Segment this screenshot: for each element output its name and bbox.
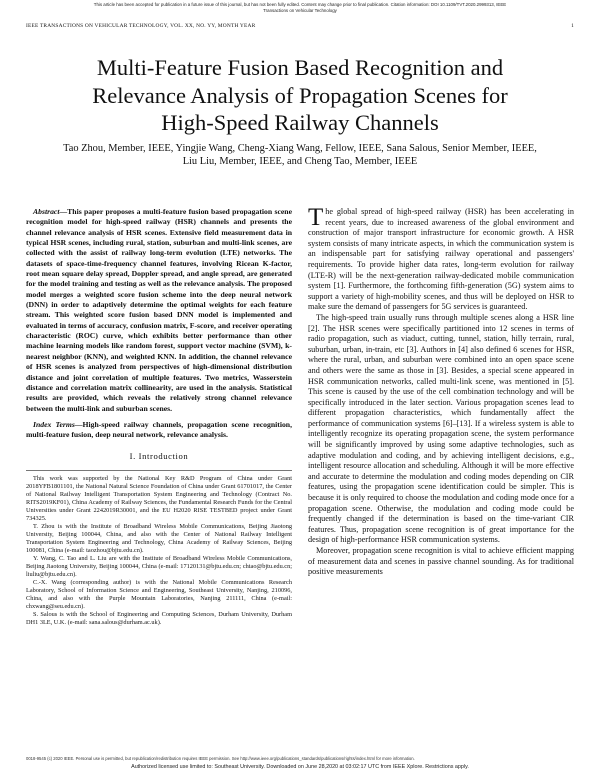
index-terms bbox=[26, 420, 292, 441]
footnote-author-salous: S. Salous is with the School of Engineering and Computing Sciences, Durham University, Durham DH1 3LE, U.K. (e-mail: sana.salous@durham.ac.uk). bbox=[26, 611, 292, 627]
title-line-2: Relevance Analysis of Propagation Scenes for bbox=[92, 82, 508, 108]
footnote-author-cx-wang: C.-X. Wang (corresponding author) is with the National Mobile Communications Research Laboratory, School of Information Science and Engineering, Southeast University, Nanjing, 210096, China, and also with the Purple Mountain Laboratories, Nanjing 211111, China (e-mail: chxwang@seu.edu.cn). bbox=[26, 579, 292, 611]
notice-line-2: Transactions on Vehicular Technology bbox=[263, 8, 337, 13]
intro-paragraph-1-text: he global spread of high-speed railway (HSR) has been accelerating in recent years, due to increased awareness of the global environment and construction of major transport infrastructure for economic growth. A HSR system consists of many intricate aspects, in which the communication system is an indispensable part for satisfying railway operational and passengers' requirements. To provide higher data rates, long-term evolution for railway (LTE-R) will be the next-generation railway-dedicated mobile communication system [1]. Furthermore, the forthcoming fifth-generation (5G) system aims to support a variety of high-mobility scenes, and thus will be deployed on HSR to make sure the demand of passengers for 5G services is guaranteed. bbox=[308, 207, 574, 312]
publication-notice bbox=[0, 2, 600, 14]
intro-paragraph-2: The high-speed train usually runs through multiple scenes along a HSR line [2]. The HSR scenes were specifically partitioned into 12 scenes in terms of radio propagation, such as viaduct, cutting, tunnel, station, hilly terrain, rural, suburban, urban, in-train, etc [3]. Authors in [4] also defined 6 scenes for HSR, where the rural, urban, and suburban were combined into an open space scene and others were the same as those in [3]. Besides, a special scene appeared in HSR communication networks, called multi-link scene, was mentioned in [5]. This scene is caused by the use of the cell combination technology and will be specifically introduced in the later section. Various propagation scenes lead to different propagation characteristics, which fundamentally affect the performance of communication systems [6]–[13]. If a wireless system is able to intelligently recognize its operating propagation scene, the system performance will be significantly improved by using some adaptive technologies, such as adaptive modulation and coding, and by achieving intelligent decisions, e.g., intelligent resource allocation and scheduling. Although it will be more effective and accurate to determine the modulation and coding modes depending on CIR features, using the propagation scene identification could be simpler. This is because it is only required to choose the modulation and coding mode once for a propagation scene. Otherwise, the modulation and coding mode could be frequently changed if the determination is based on the time-variant CIR features. Thus, propagation scene recognition is of great importance for the design of high-performance HSR communication systems. bbox=[308, 312, 574, 545]
intro-paragraph-3: Moreover, propagation scene recognition is vital to achieve efficient mapping of measurement data and scenes in passive channel sounding. As for traditional positive measurements bbox=[308, 546, 574, 577]
left-column bbox=[26, 207, 292, 627]
copyright-footer: 0018-9545 (c) 2020 IEEE. Personal use is permitted, but republication/redistribution requires IEEE permission. See http://www.ieee.org/publications_standards/publications/rights/index.html for more information. bbox=[26, 756, 415, 761]
index-terms-label: Index Terms— bbox=[33, 419, 83, 429]
abstract-text: This paper proposes a multi-feature fusion based propagation scene recognition model for high-speed railway (HSR) channels and presents the channel relevance analysis of HSR scenes. Extensive field measurement data in typical HSR scenes, including rural, station, suburban and multi-link scenes, are collected with the assist of railway long-term evolution (LTE) networks. The datasets of space-time-frequency channel features, involving Ricean K-factor, root mean square delay spread, Doppler spread, and angle spread, are generated for the model training and testing as well as the relevance analysis. The proposed model merges a weighted score fusion scheme into the deep neural network (DNN) in order to adaptively determine the optimal weights for each feature stream. This weighted score fusion based DNN model is implemented and evaluated in terms of accuracy, confusion matrix, F-score, and receiver operating characteristic (ROC) curve, which exhibits better performance than other machine learning models like random forest, support vector machine (SVM), k-nearest neighbor (KNN), and weighted KNN. In addition, the channel relevance of HSR scenes is analyzed from perspectives of high-dimensional distribution distance and joint correlation of multiple features. Two metrics, Wasserstein distance and correlation matrix collinearity, are used in the analysis. Statistical results are provided, which reveals the relatively strong channel relevance between the multi-link and suburban scenes. bbox=[26, 207, 292, 413]
right-column bbox=[308, 204, 574, 578]
journal-name: IEEE TRANSACTIONS ON VEHICULAR TECHNOLOGY, VOL. XX, NO. YY, MONTH YEAR bbox=[26, 23, 256, 29]
footnote-divider bbox=[26, 470, 292, 471]
intro-paragraph-1 bbox=[308, 204, 574, 313]
footnote-author-zhou: T. Zhou is with the Institute of Broadband Wireless Mobile Communications, Beijing Jiaotong University, Beijing 100044, China, and also with the Center of National Railway Intelligent Transportation System Engineering and Technology, China Academy of Railway Sciences, Beijing 100081, China (e-mail: taozhou@bjtu.edu.cn). bbox=[26, 522, 292, 554]
title-line-3: High-Speed Railway Channels bbox=[161, 110, 439, 135]
author-list bbox=[40, 142, 560, 168]
abstract-label: Abstract— bbox=[33, 207, 68, 216]
running-header bbox=[26, 23, 574, 30]
drop-cap: T bbox=[308, 204, 324, 231]
footnote-funding: This work was supported by the National Key R&D Program of China under Grant 2018YFB1801101, the National Natural Science Foundation of China under Grant 61701017, the Center of National Railway Intelligent Transportation System Engineering and Technology (Contract No. RITS2019KF01), China Academy of Railway Sciences, the Fundamental Research Funds for the Central Universities under Grant 2242019R30001, and the EU H2020 RISE TESTBED project under Grant 734325. bbox=[26, 474, 292, 522]
title-line-1: Multi-Feature Fusion Based Recognition and bbox=[96, 55, 504, 80]
authors-line-2: Liu Liu, Member, IEEE, and Cheng Tao, Member, IEEE bbox=[182, 156, 418, 167]
paper-title bbox=[40, 54, 560, 137]
license-notice: Authorized licensed use limited to: Southeast University. Downloaded on June 28,2020 at 03:02:17 UTC from IEEE Xplore. Restrictions apply. bbox=[131, 764, 469, 770]
footnote-author-wang-tao-liu: Y. Wang, C. Tao and L. Liu are with the Institute of Broadband Wireless Mobile Communications, Beijing Jiaotong University, Beijing 100044, China (e-mail: 17120131@bjtu.edu.cn; chtao@bjtu.edu.cn; liuliu@bjtu.edu.cn). bbox=[26, 555, 292, 579]
index-terms-text: High-speed railway channels, propagation scene recognition, multi-feature fusion, deep neural network, relevance analysis. bbox=[26, 419, 292, 440]
page-number: 1 bbox=[571, 23, 574, 29]
notice-line-1: This article has been accepted for publication in a future issue of this journal, but has not been fully edited. Content may change prior to final publication. Citation information: DOI 10.1109/TVT.2020.2999313, IEEE bbox=[93, 2, 507, 7]
section-heading: I. Introduction bbox=[129, 450, 189, 461]
abstract bbox=[26, 207, 292, 414]
authors-line-1: Tao Zhou, Member, IEEE, Yingjie Wang, Cheng-Xiang Wang, Fellow, IEEE, Sana Salous, Senior Member, IEEE, bbox=[63, 143, 537, 154]
